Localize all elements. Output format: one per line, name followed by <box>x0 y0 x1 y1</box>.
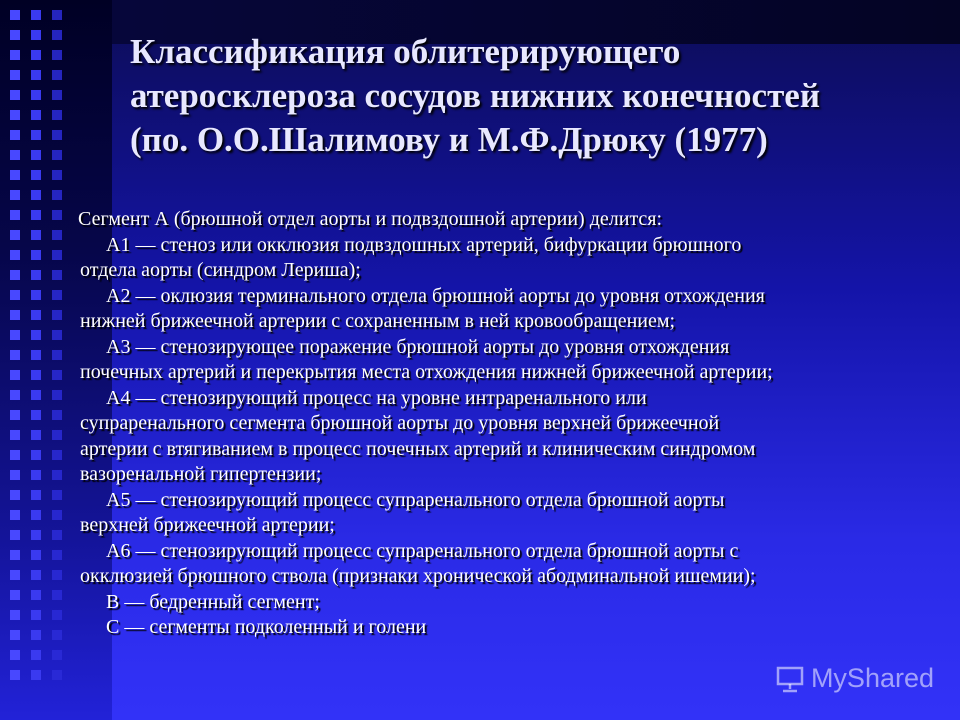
body-line: вазоренальной гипертензии; <box>80 463 322 485</box>
decorative-square <box>31 250 41 260</box>
decorative-square <box>10 150 20 160</box>
decorative-square <box>52 50 62 60</box>
decorative-square <box>10 550 20 560</box>
body-line: верхней брижеечной артерии; <box>80 514 335 536</box>
presentation-icon <box>775 664 805 694</box>
decorative-square <box>10 610 20 620</box>
decorative-square <box>31 170 41 180</box>
decorative-square <box>52 410 62 420</box>
decorative-square <box>52 230 62 240</box>
body-line: А5 –– стенозирующий процесс супраренального отдела брюшной аорты <box>106 488 725 511</box>
decorative-square <box>52 10 62 20</box>
decorative-square <box>52 630 62 640</box>
decorative-square <box>10 310 20 320</box>
decorative-square <box>52 70 62 80</box>
decorative-square <box>10 530 20 540</box>
decorative-square <box>52 650 62 660</box>
decorative-square <box>10 30 20 40</box>
decorative-square <box>10 130 20 140</box>
decorative-square <box>52 450 62 460</box>
decorative-square <box>10 190 20 200</box>
decorative-square-column <box>52 10 62 680</box>
decorative-square <box>10 390 20 400</box>
slide-title-line: Классификация облитерирующего <box>130 32 681 71</box>
body-line: А3 –– стенозирующее поражение брюшной аорты до уровня отхождения <box>106 335 730 358</box>
decorative-square <box>10 670 20 680</box>
decorative-square <box>52 310 62 320</box>
decorative-square <box>10 450 20 460</box>
decorative-square <box>52 390 62 400</box>
decorative-square <box>31 470 41 480</box>
decorative-square <box>52 130 62 140</box>
body-line: нижней брижеечной артерии с сохраненным в ней кровообращением; <box>80 310 676 332</box>
watermark-text: MyShared <box>810 663 934 693</box>
decorative-square <box>31 670 41 680</box>
decorative-square <box>10 590 20 600</box>
body-line: А6 –– стенозирующий процесс супраренального отдела брюшной аорты с <box>106 539 739 562</box>
slide-title-line: атеросклероза сосудов нижних конечностей <box>130 76 820 115</box>
decorative-square <box>52 670 62 680</box>
slide-body <box>66 207 926 641</box>
decorative-square <box>10 350 20 360</box>
decorative-square <box>31 10 41 20</box>
decorative-square <box>52 210 62 220</box>
decorative-square <box>31 110 41 120</box>
decorative-square <box>31 330 41 340</box>
decorative-square <box>10 490 20 500</box>
decorative-square <box>31 130 41 140</box>
body-line: артерии с втягиванием в процесс почечных артерий и клиническим синдромом <box>80 437 756 460</box>
body-line: Сегмент А (брюшной отдел аорты и подвздошной артерии) делится: <box>78 208 663 230</box>
decorative-square-column <box>10 10 20 680</box>
decorative-square <box>31 650 41 660</box>
decorative-square <box>52 490 62 500</box>
decorative-square <box>10 270 20 280</box>
decorative-square <box>52 590 62 600</box>
decorative-square <box>52 90 62 100</box>
decorative-square <box>31 570 41 580</box>
decorative-square <box>31 550 41 560</box>
body-line: окклюзией брюшного ствола (признаки хронической абодминальной ишемии); <box>80 565 756 587</box>
decorative-square <box>52 110 62 120</box>
decorative-square <box>10 630 20 640</box>
decorative-square-column <box>31 10 41 680</box>
decorative-square <box>10 250 20 260</box>
decorative-square <box>10 570 20 580</box>
decorative-square <box>31 270 41 280</box>
decorative-square <box>52 190 62 200</box>
decorative-square <box>31 490 41 500</box>
decorative-square <box>31 210 41 220</box>
decorative-square <box>10 330 20 340</box>
slide-title <box>130 30 930 162</box>
decorative-square <box>31 290 41 300</box>
decorative-square <box>10 110 20 120</box>
decorative-square <box>10 510 20 520</box>
decorative-square <box>10 650 20 660</box>
decorative-square <box>10 410 20 420</box>
decorative-square <box>52 250 62 260</box>
decorative-square <box>52 150 62 160</box>
decorative-square <box>31 190 41 200</box>
decorative-square <box>10 290 20 300</box>
decorative-square <box>31 30 41 40</box>
body-line: супраренального сегмента брюшной аорты до уровня верхней брижеечной <box>80 412 720 434</box>
decorative-square <box>10 430 20 440</box>
decorative-square <box>31 150 41 160</box>
decorative-square <box>52 290 62 300</box>
body-line: В –– бедренный сегмент; <box>106 590 320 613</box>
decorative-square <box>52 270 62 280</box>
body-line: почечных артерий и перекрытия места отхождения нижней брижеечной артерии; <box>80 361 773 383</box>
body-line: А1 –– стеноз или окклюзия подвздошных артерий, бифуркации брюшного <box>106 233 742 256</box>
decorative-square <box>31 450 41 460</box>
decorative-square <box>31 350 41 360</box>
decorative-square <box>10 170 20 180</box>
decorative-square <box>52 30 62 40</box>
decorative-square <box>31 310 41 320</box>
decorative-square <box>10 470 20 480</box>
decorative-square <box>31 70 41 80</box>
decorative-square <box>52 510 62 520</box>
decorative-square <box>10 10 20 20</box>
decorative-square <box>52 570 62 580</box>
decorative-square <box>31 590 41 600</box>
decorative-square <box>31 510 41 520</box>
decorative-square <box>10 210 20 220</box>
decorative-square <box>52 330 62 340</box>
decorative-square <box>31 530 41 540</box>
decorative-square <box>52 470 62 480</box>
watermark <box>775 663 934 694</box>
decorative-square <box>31 610 41 620</box>
decorative-square <box>10 50 20 60</box>
decorative-square <box>52 430 62 440</box>
slide-title-line: (по. О.О.Шалимову и М.Ф.Дрюку (1977) <box>130 120 768 159</box>
decorative-square <box>31 90 41 100</box>
decorative-square <box>10 230 20 240</box>
decorative-square <box>31 370 41 380</box>
decorative-square <box>52 550 62 560</box>
decorative-square <box>10 90 20 100</box>
decorative-square <box>10 370 20 380</box>
decorative-square <box>31 230 41 240</box>
decorative-square <box>31 390 41 400</box>
decorative-square <box>31 430 41 440</box>
decorative-square <box>52 530 62 540</box>
decorative-square <box>52 370 62 380</box>
decorative-square <box>31 410 41 420</box>
decorative-square <box>31 50 41 60</box>
decorative-square <box>31 630 41 640</box>
body-line: А4 –– стенозирующий процесс на уровне интраренального или <box>106 386 647 409</box>
body-line: С –– сегменты подколенный и голени <box>106 616 427 638</box>
decorative-square <box>52 350 62 360</box>
body-line: А2 –– оклюзия терминального отдела брюшной аорты до уровня отхождения <box>106 284 765 307</box>
body-line: отдела аорты (синдром Лериша); <box>80 259 361 281</box>
decorative-square <box>10 70 20 80</box>
decorative-square <box>52 170 62 180</box>
decorative-square <box>52 610 62 620</box>
